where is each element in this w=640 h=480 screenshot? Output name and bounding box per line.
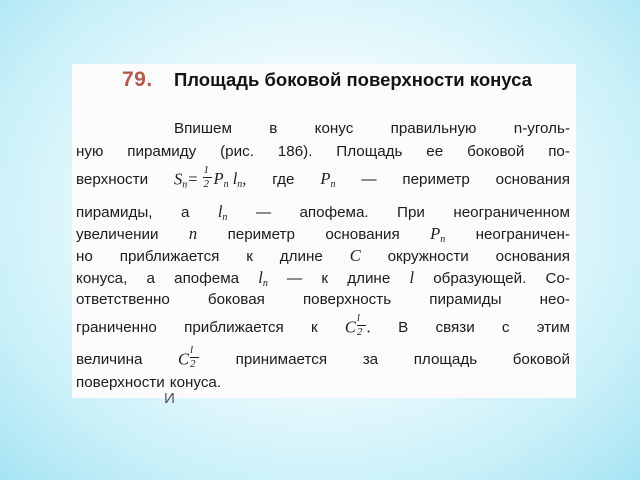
word: правильную [390,120,477,137]
word: верхности [76,171,149,189]
word: апофема. [299,204,369,221]
word: В [398,319,409,337]
text-line [76,223,570,245]
text-line [174,118,570,140]
word: боковой [512,351,570,369]
word: конус [314,120,354,137]
word: конуса. [169,374,222,391]
word: к [321,270,329,287]
text-line [76,344,570,370]
text-line [76,312,570,338]
word: ную [76,143,104,160]
word: принимается [235,351,328,369]
word: окружности [387,248,469,265]
text-line [76,267,570,289]
word: связи [435,319,475,337]
word: периметр [402,171,470,189]
word: пирамиду [127,143,197,160]
word: площадь [413,351,478,369]
word: периметр [227,226,295,243]
textbook-page [72,64,576,407]
word: а [180,204,190,221]
perimeter-symbol: $P_n$ [430,224,446,245]
lateral-area-formula: $S_n= \frac{1}{2}P_n$ $l_n$, [173,164,247,191]
word: пирамиды [429,291,502,308]
apothem-symbol: $l_n$ [217,202,228,223]
word: При [397,204,425,221]
word: поверхности [76,374,165,391]
text-line [76,141,570,163]
word: величина [76,351,143,369]
word: n-уголь- [513,120,570,137]
dash: — [287,270,303,287]
word: в [269,120,278,137]
l-symbol: l [409,268,415,287]
word: конуса, [76,270,128,287]
n-symbol: n [188,224,198,243]
c-symbol: C [349,246,361,265]
word: основания [495,248,570,265]
word: неограниченном [453,204,570,221]
dash: — [255,204,272,221]
section-number: 79. [122,68,153,91]
word: с [501,319,510,337]
word: 186). [277,143,313,160]
word: апофема [174,270,240,287]
word: граниченно [76,319,157,337]
text-line [76,201,570,223]
word: длине [347,270,391,287]
word: этим [536,319,570,337]
perimeter-symbol: $P_n$ [320,169,336,191]
word: за [362,351,379,369]
text-line [76,372,570,394]
word: основания [495,171,570,189]
word: (рис. [220,143,254,160]
word: основания [325,226,400,243]
word: нео- [539,291,570,308]
word: приближается [184,319,284,337]
text-line [76,164,570,191]
word: где [272,171,295,189]
word: боковая [207,291,265,308]
word: к [246,248,253,265]
word: длине [279,248,323,265]
word: по- [548,143,570,160]
word: но [76,248,93,265]
word: ее [426,143,444,160]
cut-off-text: И [164,390,175,407]
word: пирамиды, [76,204,153,221]
word: Площадь [336,143,403,160]
word: образующей. [433,270,527,287]
c-l-half-formula: $C\frac{l}{2}$ [178,348,200,373]
dash: — [361,171,377,189]
word: увеличении [76,226,159,243]
section-title: Площадь боковой поверхности конуса [174,69,532,90]
text-line [76,289,570,311]
word: поверхность [302,291,392,308]
word: а [146,270,155,287]
text-line [76,245,570,267]
word: Впишем [174,120,232,137]
apothem-symbol: $l_n$ [258,268,268,289]
word: боковой [467,143,525,160]
c-l-half-formula: $C\frac{l}{2}$. [344,312,371,338]
word: Со- [545,270,570,287]
word: приближается [119,248,220,265]
word: неограничен- [475,226,570,243]
word: к [310,319,318,337]
word: ответственно [76,291,170,308]
